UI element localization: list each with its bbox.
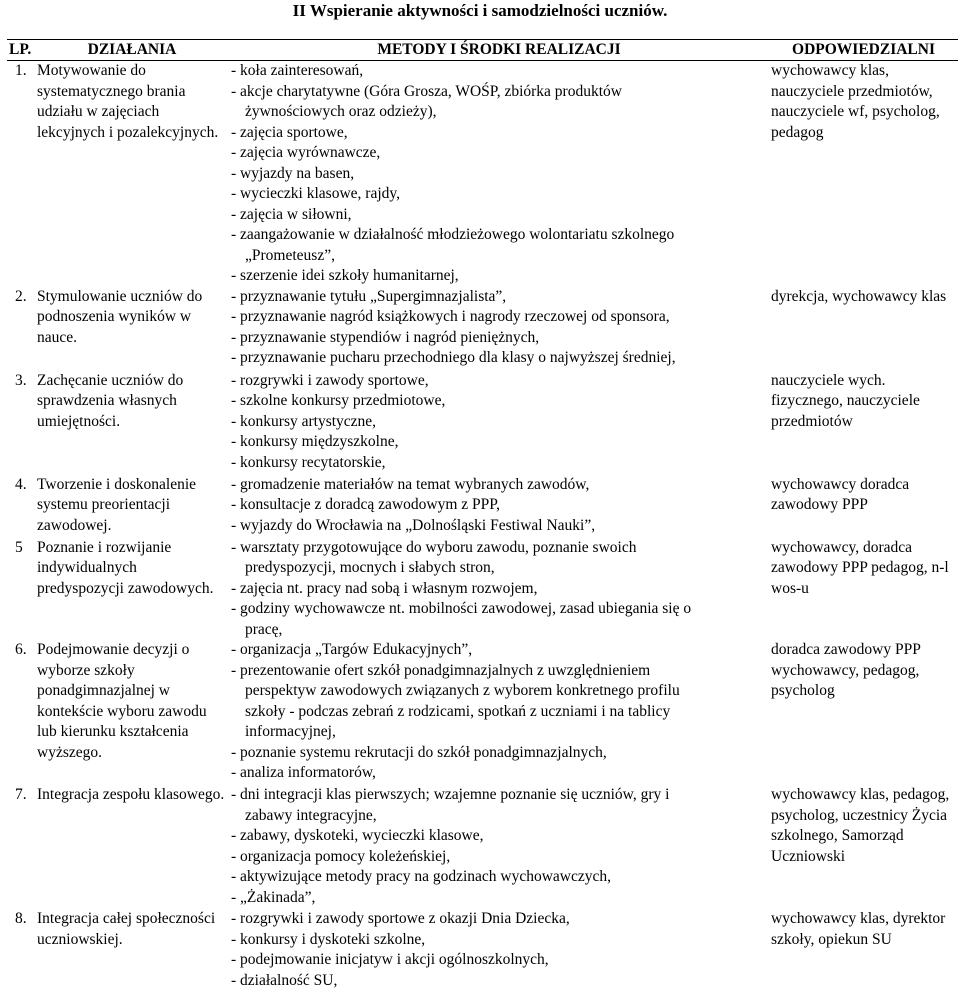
row-action: Tworzenie i doskonalenie systemu preorientacji zawodowej. (35, 475, 229, 538)
row-action: Integracja zespołu klasowego. (35, 785, 229, 909)
method-line: - godziny wychowawcze nt. mobilności zawodowej, zasad ubiegania się o (231, 599, 767, 620)
row-methods (229, 538, 769, 641)
method-line: szkoły - podczas zebrań z rodzicami, spotkań z uczniami i na tablicy (231, 702, 767, 723)
method-line: predyspozycji, mocnych i słabych stron, (231, 558, 767, 579)
header-odpowiedzialni: ODPOWIEDZIALNI (769, 40, 958, 61)
table-row (7, 371, 958, 475)
method-line: - konsultacje z doradcą zawodowym z PPP, (231, 495, 767, 516)
method-line: - warsztaty przygotowujące do wyboru zawodu, poznanie swoich (231, 538, 767, 559)
method-line: - poznanie systemu rekrutacji do szkół ponadgimnazjalnych, (231, 743, 767, 764)
method-line: - przyznawanie nagród książkowych i nagrody rzeczowej od sponsora, (231, 307, 767, 328)
method-line: - rozgrywki i zawody sportowe, (231, 371, 767, 392)
table-row (7, 640, 958, 785)
row-number: 1. (7, 61, 35, 287)
row-responsible: wychowawcy klas, nauczyciele przedmiotów, nauczyciele wf, psycholog, pedagog (769, 61, 958, 287)
method-line: - konkursy artystyczne, (231, 412, 767, 433)
method-line: - „Żakinada”, (231, 888, 767, 909)
method-line: - wyjazdy do Wrocławia na „Dolnośląski Festiwal Nauki”, (231, 516, 767, 537)
method-line: - zajęcia w siłowni, (231, 205, 767, 226)
row-methods (229, 785, 769, 909)
row-methods (229, 475, 769, 538)
table-row (7, 287, 958, 371)
method-line: - zajęcia sportowe, (231, 123, 767, 144)
row-action: Zachęcanie uczniów do sprawdzenia własnych umiejętności. (35, 371, 229, 475)
row-methods (229, 61, 769, 287)
method-line: - rozgrywki i zawody sportowe z okazji Dnia Dziecka, (231, 909, 767, 930)
method-line: - zaangażowanie w działalność młodzieżowego wolontariatu szkolnego (231, 225, 767, 246)
method-line: - analiza informatorów, (231, 763, 767, 784)
activities-table (7, 39, 958, 993)
row-methods (229, 371, 769, 475)
header-lp: LP. (7, 40, 35, 61)
row-action: Integracja całej społeczności uczniowskiej. (35, 909, 229, 993)
method-line: - konkursy i dyskoteki szkolne, (231, 930, 767, 951)
method-line: - aktywizujące metody pracy na godzinach wychowawczych, (231, 867, 767, 888)
table-header-row (7, 40, 958, 61)
method-line: - organizacja pomocy koleżeńskiej, (231, 847, 767, 868)
row-methods (229, 287, 769, 371)
row-number: 5 (7, 538, 35, 641)
row-number: 2. (7, 287, 35, 371)
method-line: - przyznawanie tytułu „Supergimnazjalista”, (231, 287, 767, 308)
row-responsible: wychowawcy, doradca zawodowy PPP pedagog, n-l wos-u (769, 538, 958, 641)
method-line: - prezentowanie ofert szkół ponadgimnazjalnych z uwzględnieniem (231, 661, 767, 682)
row-responsible: wychowawcy klas, dyrektor szkoły, opiekun SU (769, 909, 958, 993)
method-line: pracę, (231, 620, 767, 641)
row-number: 7. (7, 785, 35, 909)
row-responsible: nauczyciele wych. fizycznego, nauczyciele przedmiotów (769, 371, 958, 475)
method-line: - konkursy recytatorskie, (231, 453, 767, 474)
row-action: Podejmowanie decyzji o wyborze szkoły ponadgimnazjalnej w kontekście wyboru zawodu lub kierunku kształcenia wyższego. (35, 640, 229, 785)
method-line: - zajęcia wyrównawcze, (231, 143, 767, 164)
table-row (7, 785, 958, 909)
row-action: Poznanie i rozwijanie indywidualnych predyspozycji zawodowych. (35, 538, 229, 641)
method-line: - przyznawanie pucharu przechodniego dla klasy o najwyższej średniej, (231, 348, 767, 369)
row-number: 6. (7, 640, 35, 785)
row-number: 4. (7, 475, 35, 538)
header-dzialania: DZIAŁANIA (35, 40, 229, 61)
header-metody: METODY I ŚRODKI REALIZACJI (229, 40, 769, 61)
row-action: Motywowanie do systematycznego brania udziału w zajęciach lekcyjnych i pozalekcyjnych. (35, 61, 229, 287)
row-methods (229, 640, 769, 785)
method-line: - wyjazdy na basen, (231, 164, 767, 185)
row-responsible: wychowawcy klas, pedagog, psycholog, uczestnicy Życia szkolnego, Samorząd Uczniowski (769, 785, 958, 909)
table-row (7, 475, 958, 538)
method-line: - zajęcia nt. pracy nad sobą i własnym rozwojem, (231, 579, 767, 600)
row-responsible: doradca zawodowy PPP wychowawcy, pedagog, psycholog (769, 640, 958, 785)
method-line: perspektyw zawodowych związanych z wyborem konkretnego profilu (231, 681, 767, 702)
method-line: - wycieczki klasowe, rajdy, (231, 184, 767, 205)
row-action: Stymulowanie uczniów do podnoszenia wyników w nauce. (35, 287, 229, 371)
method-line: - przyznawanie stypendiów i nagród pieniężnych, (231, 328, 767, 349)
row-number: 8. (7, 909, 35, 993)
method-line: - gromadzenie materiałów na temat wybranych zawodów, (231, 475, 767, 496)
method-line: - szerzenie idei szkoły humanitarnej, (231, 266, 767, 287)
method-line: - akcje charytatywne (Góra Grosza, WOŚP, zbiórka produktów (231, 82, 767, 103)
method-line: - dni integracji klas pierwszych; wzajemne poznanie się uczniów, gry i (231, 785, 767, 806)
method-line: - organizacja „Targów Edukacyjnych”, (231, 640, 767, 661)
table-body (7, 61, 958, 993)
page-title: II Wspieranie aktywności i samodzielności uczniów. (0, 0, 960, 22)
method-line: - podejmowanie inicjatyw i akcji ogólnoszkolnych, (231, 950, 767, 971)
method-line: - konkursy międzyszkolne, (231, 432, 767, 453)
method-line: - zabawy, dyskoteki, wycieczki klasowe, (231, 826, 767, 847)
method-line: - koła zainteresowań, (231, 61, 767, 82)
method-line: informacyjnej, (231, 722, 767, 743)
method-line: żywnościowych oraz odzieży), (231, 102, 767, 123)
method-line: „Prometeusz”, (231, 246, 767, 267)
row-number: 3. (7, 371, 35, 475)
table-row (7, 61, 958, 287)
row-responsible: dyrekcja, wychowawcy klas (769, 287, 958, 371)
method-line: zabawy integracyjne, (231, 806, 767, 827)
table-row (7, 909, 958, 993)
method-line: - działalność SU, (231, 971, 767, 992)
table-row (7, 538, 958, 641)
row-methods (229, 909, 769, 993)
row-responsible: wychowawcy doradca zawodowy PPP (769, 475, 958, 538)
method-line: - szkolne konkursy przedmiotowe, (231, 391, 767, 412)
